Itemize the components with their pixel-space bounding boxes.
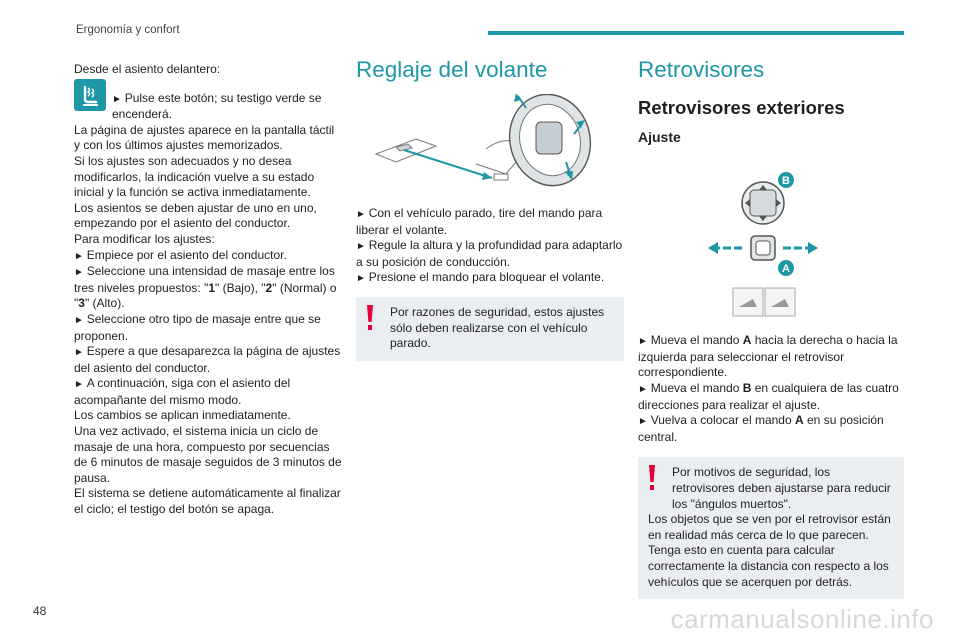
section-title: Reglaje del volante (356, 57, 548, 82)
step-item: ► Seleccione una intensidad de masaje entre los tres niveles propuestos: "1" (Bajo), "2" (Normal) o "3" (Alto). (74, 264, 342, 312)
steering-wheel-illustration (356, 94, 624, 192)
page-number: 48 (33, 604, 47, 618)
header-accent-bar (488, 31, 904, 35)
step-item: ► Mueva el mando B en cualquiera de las cuatro direcciones para realizar el ajuste. (638, 381, 904, 413)
seat-step-text: Pulse este botón; su testigo verde se encenderá. (112, 90, 322, 122)
paragraph: Los asientos se deben ajustar de uno en uno, empezando por el asiento del conductor. (74, 200, 317, 231)
warning-box (638, 457, 904, 599)
seat-massage-step (74, 78, 342, 123)
warning-exclamation-icon (648, 465, 656, 491)
intro-text: Desde el asiento delantero: (74, 62, 221, 76)
running-header: Ergonomía y confort (76, 24, 180, 36)
paragraph: Si los ajustes son adecuados y no desea modificarlos, la indicación vuelve a su estado inicial y la función se activa inmediatamente. (74, 153, 315, 200)
step-item: ► A continuación, siga con el asiento del acompañante del mismo modo. (74, 376, 342, 408)
label-a: A (782, 263, 790, 276)
step-item: ► Espere a que desaparezca la página de ajustes del asiento del conductor. (74, 344, 342, 376)
section-title: Retrovisores (638, 57, 765, 82)
subsubsection-title: Ajuste (638, 128, 681, 145)
warning-box (356, 297, 624, 361)
label-b: B (782, 175, 790, 188)
subsection-title: Retrovisores exteriores (638, 97, 845, 118)
column-mirrors (638, 56, 904, 599)
step-item: ► Mueva el mando A hacia la derecha o hacia la izquierda para seleccionar el retrovisor correspondiente. (638, 333, 904, 381)
warning-exclamation-icon (366, 305, 374, 331)
step-item: ► Regule la altura y la profundidad para adaptarlo a su posición de conducción. (356, 238, 624, 270)
paragraph: Los cambios se aplican inmediatamente. (74, 408, 291, 423)
watermark: carmanualsonline.info (670, 604, 934, 634)
warning-text: Los objetos que se ven por el retrovisor están en realidad más cerca de lo que parecen. Tenga esto en cuenta para calcular correctamente la distancia con respecto a los vehículos que se acerquen por detrás. (648, 512, 891, 589)
step-item: ► Con el vehículo parado, tire del mando para liberar el volante. (356, 206, 624, 238)
step-item: ► Vuelva a colocar el mando A en su posición central. (638, 413, 904, 445)
mirror-control-illustration (638, 163, 904, 323)
step-item: ► Seleccione otro tipo de masaje entre que se proponen. (74, 312, 342, 344)
warning-text: Por razones de seguridad, estos ajustes sólo deben realizarse con el vehículo parado. (390, 304, 605, 351)
warning-text: Por motivos de seguridad, los retrovisores deben ajustarse para reducir los "ángulos muertos". (672, 465, 891, 511)
step-item: ► Empiece por el asiento del conductor. (74, 248, 342, 265)
seat-massage-icon (74, 79, 106, 111)
paragraph: El sistema se detiene automáticamente al finalizar el ciclo; el testigo del botón se apaga. (74, 486, 341, 517)
paragraph: La página de ajustes aparece en la pantalla táctil y con los últimos ajustes memorizados. (74, 122, 335, 153)
paragraph: Para modificar los ajustes: (74, 231, 215, 246)
step-item: ► Presione el mando para bloquear el volante. (356, 270, 624, 287)
column-massage (74, 62, 342, 518)
column-steering (356, 56, 624, 361)
paragraph: Una vez activado, el sistema inicia un ciclo de masaje de una hora, compuesto por secuencias de 6 minutos de masaje seguidos de 3 minutos de pausa. (74, 424, 342, 485)
